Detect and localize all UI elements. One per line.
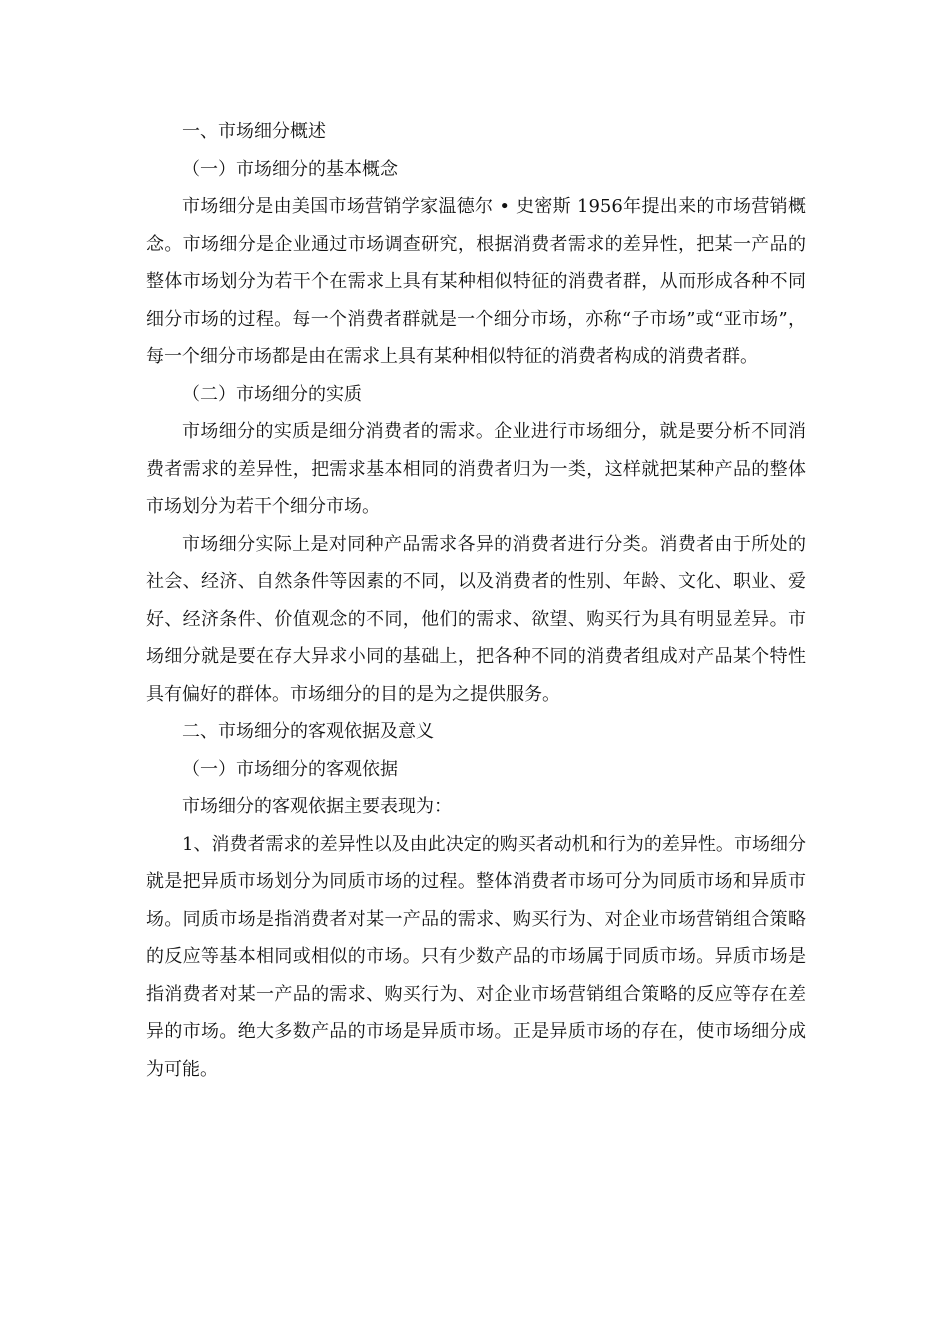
subsection-heading-1-1: （一）市场细分的基本概念 xyxy=(182,158,398,180)
document-page xyxy=(146,113,806,1088)
body-paragraph: 1、消费者需求的差异性以及由此决定的购买者动机和行为的差异性。市场细分就是把异质市场划分为同质市场的过程。整体消费者市场可分为同质市场和异质市场。同质市场是指消费者对某一产品的需求、购买行为、对企业市场营销组合策略的反应等基本相同或相似的市场。只有少数产品的市场属于同质市场。异质市场是指消费者对某一产品的需求、购买行为、对企业市场营销组合策略的反应等存在差异的市场。绝大多数产品的市场是异质市场。正是异质市场的存在，使市场细分成为可能。 xyxy=(146,833,806,1080)
subsection-heading-1-2: （二）市场细分的实质 xyxy=(182,383,362,405)
body-paragraph: 市场细分是由美国市场营销学家温德尔 • 史密斯 1956年提出来的市场营销概念。市场细分是企业通过市场调查研究，根据消费者需求的差异性，把某一产品的整体市场划分为若干个在需求上具有某种相似特征的消费者群，从而形成各种不同细分市场的过程。每一个消费者群就是一个细分市场，亦称“子市场”或“亚市场”，每一个细分市场都是由在需求上具有某种相似特征的消费者构成的消费者群。 xyxy=(146,196,806,367)
body-paragraph: 市场细分实际上是对同种产品需求各异的消费者进行分类。消费者由于所处的社会、经济、自然条件等因素的不同，以及消费者的性别、年龄、文化、职业、爱好、经济条件、价值观念的不同，他们的需求、欲望、购买行为具有明显差异。市场细分就是要在存大异求小同的基础上，把各种不同的消费者组成对产品某个特性具有偏好的群体。市场细分的目的是为之提供服务。 xyxy=(146,533,806,705)
body-paragraph: 市场细分的实质是细分消费者的需求。企业进行市场细分，就是要分析不同消费者需求的差异性，把需求基本相同的消费者归为一类，这样就把某种产品的整体市场划分为若干个细分市场。 xyxy=(146,421,806,517)
body-paragraph: 市场细分的客观依据主要表现为： xyxy=(182,796,452,817)
section-heading-2: 二、市场细分的客观依据及意义 xyxy=(182,721,434,742)
subsection-heading-2-1: （一）市场细分的客观依据 xyxy=(182,758,398,780)
section-heading-1: 一、市场细分概述 xyxy=(182,121,326,142)
